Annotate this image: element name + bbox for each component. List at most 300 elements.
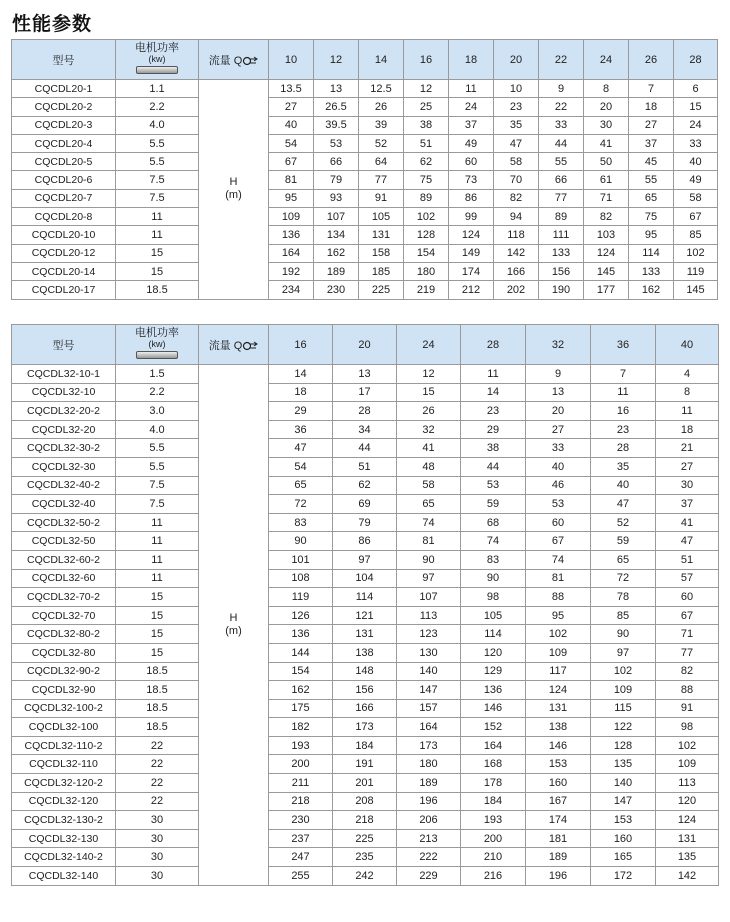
power-cell: 11 [116,569,199,588]
head-value-cell: 75 [404,171,449,189]
head-value-cell: 64 [359,153,404,171]
head-value-cell: 7 [591,365,656,384]
head-value-cell: 136 [269,625,333,644]
head-value-cell: 85 [591,606,656,625]
head-value-cell: 182 [269,718,333,737]
model-cell: CQCDL20-1 [12,80,116,98]
table-row [12,755,719,774]
power-cell: 5.5 [116,439,199,458]
table-row [12,226,718,244]
head-value-cell: 83 [269,513,333,532]
flow-value-header: 40 [656,325,719,365]
head-value-cell: 77 [539,189,584,207]
head-value-cell: 162 [314,244,359,262]
head-value-cell: 184 [333,736,397,755]
model-cell: CQCDL20-6 [12,171,116,189]
head-value-cell: 67 [656,606,719,625]
model-cell: CQCDL32-60-2 [12,550,116,569]
table-row [12,116,718,134]
power-cell: 11 [116,208,199,226]
model-cell: CQCDL20-7 [12,189,116,207]
head-value-cell: 131 [333,625,397,644]
head-value-cell: 172 [591,867,656,886]
head-value-cell: 7 [629,80,674,98]
head-value-cell: 160 [526,774,591,793]
power-cell: 15 [116,643,199,662]
model-cell: CQCDL32-50 [12,532,116,551]
power-cell: 11 [116,532,199,551]
table-row [12,383,719,402]
head-value-cell: 98 [656,718,719,737]
head-value-cell: 23 [494,98,539,116]
head-value-cell: 91 [656,699,719,718]
head-value-cell: 11 [591,383,656,402]
head-value-cell: 98 [461,588,526,607]
power-cell: 22 [116,792,199,811]
head-value-cell: 148 [333,662,397,681]
table-row [12,867,719,886]
head-value-cell: 175 [269,699,333,718]
head-value-cell: 18 [656,420,719,439]
head-value-cell: 122 [591,718,656,737]
flow-header-label: 流量 Q [208,54,243,67]
table-row [12,792,719,811]
head-value-cell: 156 [333,681,397,700]
head-value-cell: 52 [359,134,404,152]
page-title: 性能参数 [12,13,93,35]
head-value-cell: 33 [526,439,591,458]
power-cell: 11 [116,550,199,569]
head-value-cell: 51 [656,550,719,569]
power-cell: 2.2 [116,98,199,116]
head-value-cell: 29 [461,420,526,439]
head-value-cell: 28 [591,439,656,458]
head-value-cell: 247 [269,848,333,867]
head-value-cell: 67 [674,208,718,226]
model-cell: CQCDL32-130-2 [12,811,116,830]
power-cell: 15 [116,244,199,262]
power-cell: 15 [116,606,199,625]
head-value-cell: 13 [314,80,359,98]
model-cell: CQCDL32-130 [12,829,116,848]
head-value-cell: 173 [333,718,397,737]
model-cell: CQCDL32-20 [12,420,116,439]
head-value-cell: 206 [397,811,461,830]
head-value-cell: 41 [584,134,629,152]
head-value-cell: 178 [461,774,526,793]
head-value-cell: 85 [674,226,718,244]
head-value-cell: 229 [397,867,461,886]
table-row [12,134,718,152]
head-value-cell: 12.5 [359,80,404,98]
head-value-cell: 202 [494,281,539,299]
power-cell: 4.0 [116,420,199,439]
head-value-cell: 27 [656,457,719,476]
head-unit: (m) [225,624,242,637]
head-value-cell: 90 [461,569,526,588]
table-row [12,153,718,171]
head-value-cell: 65 [397,495,461,514]
head-value-cell: 23 [461,402,526,421]
head-value-cell: 53 [314,134,359,152]
head-value-cell: 162 [629,281,674,299]
head-value-cell: 67 [526,532,591,551]
head-value-cell: 107 [314,208,359,226]
head-value-cell: 146 [461,699,526,718]
head-value-cell: 157 [397,699,461,718]
head-value-cell: 140 [397,662,461,681]
head-value-cell: 160 [591,829,656,848]
head-value-cell: 200 [461,829,526,848]
head-value-cell: 14 [269,365,333,384]
model-cell: CQCDL32-100-2 [12,699,116,718]
table-row [12,625,719,644]
head-value-cell: 75 [629,208,674,226]
head-value-cell: 37 [629,134,674,152]
head-value-cell: 72 [591,569,656,588]
flow-value-header: 20 [494,40,539,80]
power-cell: 22 [116,755,199,774]
head-value-cell: 10 [494,80,539,98]
table-row [12,281,718,299]
head-value-cell: 166 [333,699,397,718]
head-value-cell: 9 [539,80,584,98]
head-value-cell: 8 [656,383,719,402]
head-value-cell: 114 [333,588,397,607]
power-cell: 4.0 [116,116,199,134]
head-value-cell: 156 [539,262,584,280]
head-value-cell: 6 [674,80,718,98]
flow-value-header: 16 [404,40,449,80]
power-cell: 18.5 [116,662,199,681]
head-value-cell: 184 [461,792,526,811]
flow-header [199,40,269,80]
head-value-cell: 124 [584,244,629,262]
table-row [12,569,719,588]
table-row [12,98,718,116]
head-value-cell: 174 [449,262,494,280]
model-cell: CQCDL20-12 [12,244,116,262]
flow-value-header: 36 [591,325,656,365]
head-value-cell: 200 [269,755,333,774]
head-value-cell: 117 [526,662,591,681]
head-value-cell: 81 [269,171,314,189]
head-value-cell: 47 [269,439,333,458]
head-value-cell: 168 [461,755,526,774]
head-value-cell: 40 [526,457,591,476]
head-value-cell: 185 [359,262,404,280]
head-value-cell: 102 [656,736,719,755]
head-value-cell: 109 [591,681,656,700]
head-value-cell: 146 [526,736,591,755]
head-value-cell: 12 [397,365,461,384]
head-value-cell: 88 [526,588,591,607]
head-value-cell: 196 [397,792,461,811]
head-value-cell: 109 [656,755,719,774]
head-value-cell: 11 [449,80,494,98]
head-value-cell: 78 [591,588,656,607]
head-value-cell: 102 [591,662,656,681]
head-label-cell [199,365,269,886]
head-value-cell: 71 [656,625,719,644]
head-value-cell: 88 [656,681,719,700]
head-value-cell: 230 [314,281,359,299]
head-value-cell: 68 [461,513,526,532]
power-cell: 5.5 [116,153,199,171]
head-value-cell: 30 [656,476,719,495]
head-value-cell: 58 [397,476,461,495]
head-value-cell: 120 [656,792,719,811]
power-cell: 1.1 [116,80,199,98]
model-cell: CQCDL20-4 [12,134,116,152]
table-row [12,244,718,262]
head-value-cell: 86 [449,189,494,207]
head-value-cell: 27 [629,116,674,134]
model-cell: CQCDL32-40-2 [12,476,116,495]
head-value-cell: 119 [674,262,718,280]
head-value-cell: 61 [584,171,629,189]
model-cell: CQCDL32-70-2 [12,588,116,607]
model-cell: CQCDL32-90 [12,681,116,700]
model-cell: CQCDL32-80-2 [12,625,116,644]
head-value-cell: 40 [269,116,314,134]
head-value-cell: 82 [656,662,719,681]
head-value-cell: 83 [461,550,526,569]
head-value-cell: 119 [269,588,333,607]
flow-value-header: 10 [269,40,314,80]
table-row [12,495,719,514]
model-cell: CQCDL32-120 [12,792,116,811]
power-header [116,40,199,80]
head-value-cell: 108 [269,569,333,588]
head-value-cell: 120 [461,643,526,662]
head-label-cell [199,80,269,300]
head-value-cell: 164 [461,736,526,755]
head-value-cell: 153 [591,811,656,830]
head-value-cell: 20 [526,402,591,421]
power-cell: 30 [116,848,199,867]
head-value-cell: 89 [539,208,584,226]
model-cell: CQCDL32-90-2 [12,662,116,681]
head-value-cell: 60 [526,513,591,532]
head-value-cell: 51 [333,457,397,476]
model-cell: CQCDL32-20-2 [12,402,116,421]
head-value-cell: 124 [449,226,494,244]
head-value-cell: 47 [656,532,719,551]
head-value-cell: 77 [359,171,404,189]
pump-flow-icon [242,56,258,66]
model-cell: CQCDL32-70 [12,606,116,625]
head-value-cell: 153 [526,755,591,774]
head-value-cell: 255 [269,867,333,886]
head-value-cell: 128 [404,226,449,244]
table-row [12,402,719,421]
head-value-cell: 196 [526,867,591,886]
head-value-cell: 164 [269,244,314,262]
head-value-cell: 29 [269,402,333,421]
head-value-cell: 218 [269,792,333,811]
power-cell: 18.5 [116,681,199,700]
head-value-cell: 142 [494,244,539,262]
head-value-cell: 147 [591,792,656,811]
head-value-cell: 55 [539,153,584,171]
power-cell: 2.2 [116,383,199,402]
head-value-cell: 114 [629,244,674,262]
table-row [12,262,718,280]
head-value-cell: 18 [269,383,333,402]
head-value-cell: 49 [449,134,494,152]
head-value-cell: 225 [359,281,404,299]
head-value-cell: 225 [333,829,397,848]
head-value-cell: 33 [539,116,584,134]
head-value-cell: 95 [269,189,314,207]
table-row [12,848,719,867]
power-cell: 7.5 [116,189,199,207]
head-value-cell: 51 [404,134,449,152]
head-value-cell: 218 [333,811,397,830]
head-value-cell: 109 [269,208,314,226]
head-value-cell: 27 [269,98,314,116]
head-value-cell: 52 [591,513,656,532]
head-value-cell: 102 [404,208,449,226]
head-value-cell: 44 [461,457,526,476]
head-value-cell: 45 [629,153,674,171]
head-value-cell: 189 [314,262,359,280]
head-value-cell: 79 [314,171,359,189]
head-value-cell: 11 [461,365,526,384]
head-value-cell: 144 [269,643,333,662]
head-value-cell: 40 [674,153,718,171]
model-cell: CQCDL32-140 [12,867,116,886]
head-value-cell: 211 [269,774,333,793]
table-row [12,513,719,532]
power-cell: 1.5 [116,365,199,384]
head-value-cell: 189 [526,848,591,867]
table-row [12,662,719,681]
power-cell: 3.0 [116,402,199,421]
head-value-cell: 191 [333,755,397,774]
power-header [116,325,199,365]
head-value-cell: 46 [526,476,591,495]
head-value-cell: 82 [584,208,629,226]
head-value-cell: 44 [333,439,397,458]
head-value-cell: 105 [461,606,526,625]
head-value-cell: 93 [314,189,359,207]
model-cell: CQCDL32-10-1 [12,365,116,384]
model-header: 型号 [12,40,116,80]
head-value-cell: 154 [269,662,333,681]
head-value-cell: 135 [591,755,656,774]
head-value-cell: 9 [526,365,591,384]
flow-value-header: 28 [674,40,718,80]
head-value-cell: 74 [397,513,461,532]
head-label: H [229,176,238,189]
head-value-cell: 102 [674,244,718,262]
table-row [12,439,719,458]
head-value-cell: 17 [333,383,397,402]
head-value-cell: 131 [526,699,591,718]
head-value-cell: 90 [591,625,656,644]
table-row [12,588,719,607]
model-cell: CQCDL32-30-2 [12,439,116,458]
head-value-cell: 32 [397,420,461,439]
head-value-cell: 26.5 [314,98,359,116]
power-cell: 30 [116,867,199,886]
head-value-cell: 13.5 [269,80,314,98]
power-header-label: 电机功率 [135,327,179,339]
model-header: 型号 [12,325,116,365]
model-cell: CQCDL32-110-2 [12,736,116,755]
head-value-cell: 27 [526,420,591,439]
head-value-cell: 38 [404,116,449,134]
model-cell: CQCDL32-120-2 [12,774,116,793]
head-value-cell: 95 [526,606,591,625]
performance-table-cqcdl20 [11,39,718,300]
head-value-cell: 103 [584,226,629,244]
head-value-cell: 131 [359,226,404,244]
power-cell: 15 [116,588,199,607]
head-value-cell: 70 [494,171,539,189]
power-cell: 22 [116,774,199,793]
head-value-cell: 162 [269,681,333,700]
head-value-cell: 26 [359,98,404,116]
table-row [12,829,719,848]
head-value-cell: 79 [333,513,397,532]
head-value-cell: 222 [397,848,461,867]
model-cell: CQCDL20-8 [12,208,116,226]
table-row [12,457,719,476]
power-cell: 5.5 [116,457,199,476]
head-value-cell: 60 [449,153,494,171]
head-value-cell: 237 [269,829,333,848]
head-value-cell: 133 [539,244,584,262]
head-value-cell: 234 [269,281,314,299]
head-value-cell: 36 [269,420,333,439]
table-row [12,811,719,830]
head-value-cell: 138 [526,718,591,737]
head-value-cell: 16 [591,402,656,421]
head-value-cell: 38 [461,439,526,458]
head-value-cell: 41 [397,439,461,458]
head-value-cell: 216 [461,867,526,886]
table-row [12,420,719,439]
power-cell: 15 [116,262,199,280]
head-value-cell: 58 [674,189,718,207]
head-value-cell: 40 [591,476,656,495]
head-value-cell: 180 [397,755,461,774]
head-value-cell: 90 [397,550,461,569]
power-cell: 11 [116,513,199,532]
head-value-cell: 53 [526,495,591,514]
table-row [12,718,719,737]
head-value-cell: 69 [333,495,397,514]
table-row [12,208,718,226]
model-cell: CQCDL32-100 [12,718,116,737]
table-row [12,532,719,551]
head-value-cell: 192 [269,262,314,280]
flow-value-header: 24 [397,325,461,365]
head-value-cell: 174 [526,811,591,830]
head-value-cell: 74 [461,532,526,551]
head-value-cell: 193 [269,736,333,755]
head-value-cell: 24 [674,116,718,134]
head-value-cell: 94 [494,208,539,226]
model-cell: CQCDL32-30 [12,457,116,476]
head-value-cell: 126 [269,606,333,625]
flow-value-header: 16 [269,325,333,365]
head-value-cell: 67 [269,153,314,171]
model-cell: CQCDL32-110 [12,755,116,774]
